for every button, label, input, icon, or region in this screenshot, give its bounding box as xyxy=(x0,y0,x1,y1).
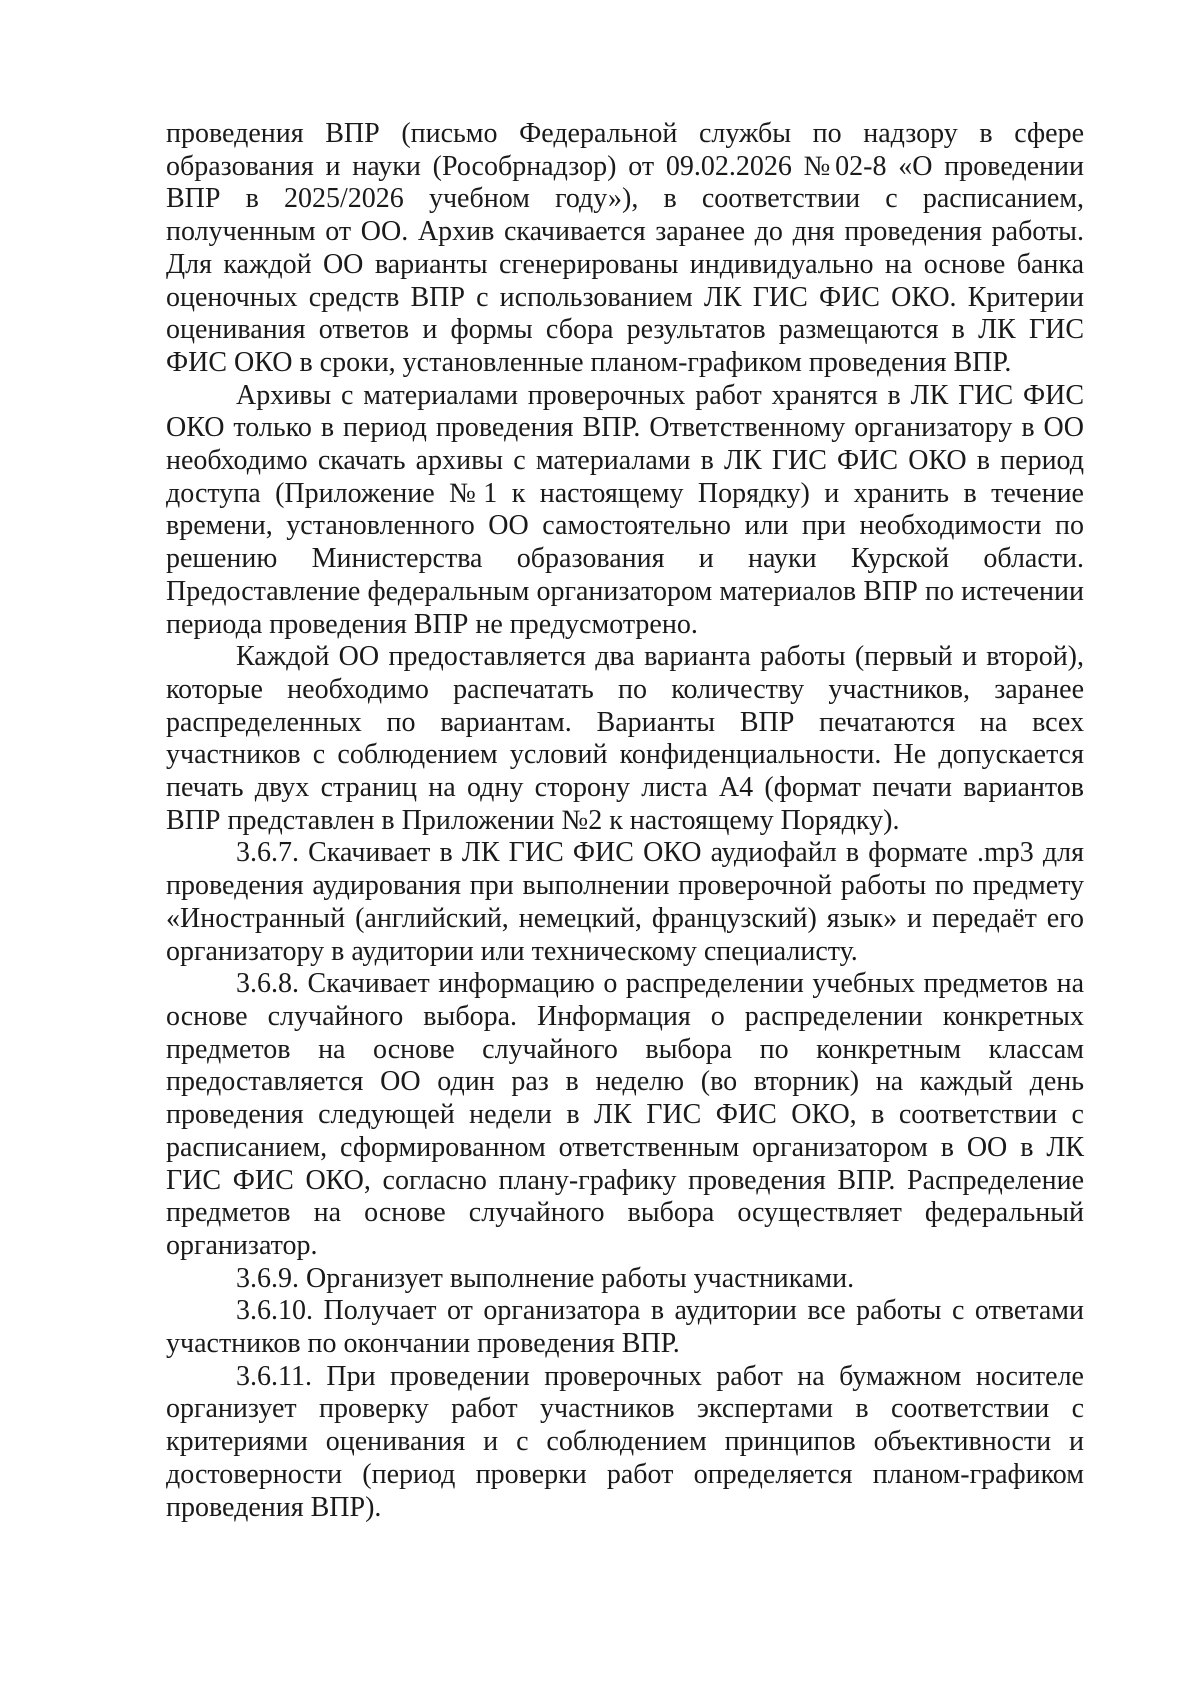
paragraph-variants-printing: Каждой ОО предоставляется два варианта работы (первый и второй), которые необходимо распечатать по количеству участников, заранее распределенных по вариантам. Варианты ВПР печатаются на всех участников с соблюдением условий конфиденциальности. Не допускается печать двух страниц на одну сторону листа А4 (формат печати вариантов ВПР представлен в Приложении №2 к настоящему Порядку). xyxy=(166,641,1084,836)
paragraph-vpr-archive-download: проведения ВПР (письмо Федеральной службы по надзору в сфере образования и науки (Рособрнадзор) от 09.02.2026 №02-8 «О проведении ВПР в 2025/2026 учебном году»), в соответствии с расписанием, полученным от ОО. Архив скачивается заранее до дня проведения работы. Для каждой ОО варианты сгенерированы индивидуально на основе банка оценочных средств ВПР с использованием ЛК ГИС ФИС ОКО. Критерии оценивания ответов и формы сбора результатов размещаются в ЛК ГИС ФИС ОКО в сроки, установленные планом-графиком проведения ВПР. xyxy=(166,118,1084,378)
paragraph-3-6-10-collect-works: 3.6.10. Получает от организатора в аудитории все работы с ответами участников по окончании проведения ВПР. xyxy=(166,1295,1084,1360)
paragraph-3-6-11-paper-check: 3.6.11. При проведении проверочных работ на бумажном носителе организует проверку работ участников экспертами в соответствии с критериями оценивания и с соблюдением принципов объективности и достоверности (период проверки работ определяется планом-графиком проведения ВПР). xyxy=(166,1360,1084,1523)
document-body xyxy=(166,118,1084,1524)
paragraph-3-6-7-audio-file: 3.6.7. Скачивает в ЛК ГИС ФИС ОКО аудиофайл в формате .mp3 для проведения аудирования при выполнении проверочной работы по предмету «Иностранный (английский, немецкий, французский) язык» и передаёт его организатору в аудитории или техническому специалисту. xyxy=(166,837,1084,967)
paragraph-archive-storage: Архивы с материалами проверочных работ хранятся в ЛК ГИС ФИС ОКО только в период проведения ВПР. Ответственному организатору в ОО необходимо скачать архивы с материалами в ЛК ГИС ФИС ОКО в период доступа (Приложение №1 к настоящему Порядку) и хранить в течение времени, установленного ОО самостоятельно или при необходимости по решению Министерства образования и науки Курской области. Предоставление федеральным организатором материалов ВПР по истечении периода проведения ВПР не предусмотрено. xyxy=(166,379,1084,640)
paragraph-3-6-9-organize-work: 3.6.9. Организует выполнение работы участниками. xyxy=(236,1262,855,1294)
paragraph-3-6-8-subject-distribution: 3.6.8. Скачивает информацию о распределении учебных предметов на основе случайного выбора. Информация о распределении конкретных предметов на основе случайного выбора по конкретным классам предоставляется ОО один раз в неделю (во вторник) на каждый день проведения следующей недели в ЛК ГИС ФИС ОКО, в соответствии с расписанием, сформированном ответственным организатором в ОО в ЛК ГИС ФИС ОКО, согласно плану-графику проведения ВПР. Распределение предметов на основе случайного выбора осуществляет федеральный организатор. xyxy=(166,968,1084,1261)
